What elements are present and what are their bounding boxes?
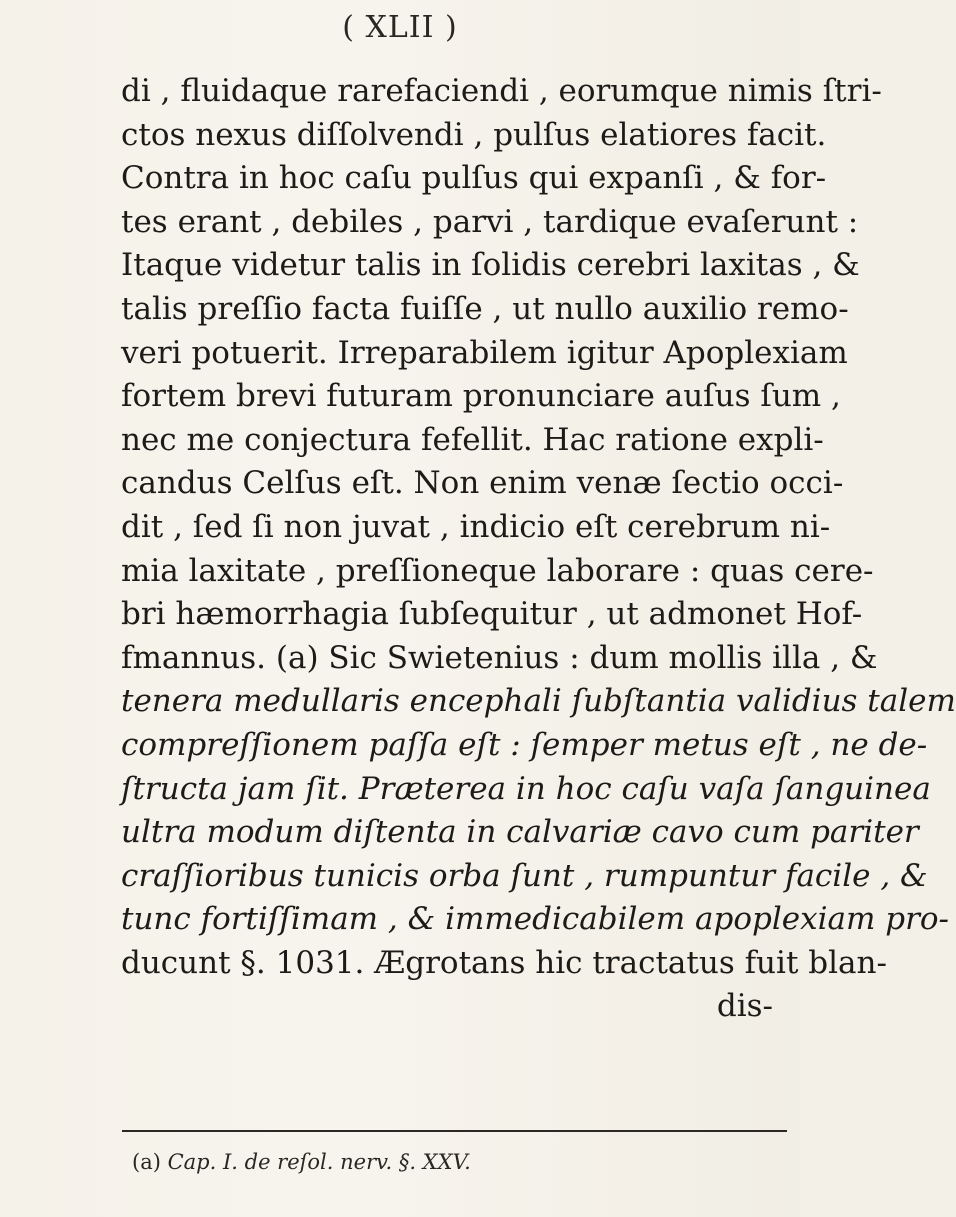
- text-line: Contra in hoc caſu pulſus qui expanſi , & for-: [121, 160, 827, 197]
- text-line: tes erant , debiles , parvi , tardique evaſerunt :: [121, 203, 859, 240]
- text-line: mia laxitate , preſſioneque laborare : quas cere-: [121, 552, 874, 589]
- quotation-line: ſtructa jam ſit. Præterea in hoc caſu vaſa ſanguinea: [121, 770, 931, 807]
- text-line: nec me conjectura fefellit. Hac ratione expli-: [121, 421, 824, 458]
- text-line: fmannus. (a) Sic Swietenius : dum mollis illa , &: [121, 639, 878, 676]
- text-line: dit , ſed ſi non juvat , indicio eſt cerebrum ni-: [121, 508, 831, 545]
- text-line: candus Celſus eſt. Non enim venæ ſectio occi-: [121, 465, 844, 502]
- footnote: [132, 1150, 471, 1174]
- footnote-marker: (a): [132, 1150, 161, 1174]
- text-line: di , fluidaque rarefaciendi , eorumque nimis ſtri-: [121, 73, 882, 109]
- quotation-line: ultra modum diſtenta in calvariæ cavo cum pariter: [121, 814, 919, 851]
- catchword: dis-: [716, 988, 773, 1025]
- footnote-text: Cap. I. de reſol. nerv. §. XXV.: [167, 1150, 471, 1174]
- text-line: fortem brevi futuram pronunciare auſus ſum ,: [121, 378, 841, 415]
- quotation-line: tunc fortiſſimam , & immedicabilem apoplexiam pro-: [121, 901, 950, 938]
- text-line: talis preſſio facta fuiſſe , ut nullo auxilio remo-: [121, 290, 849, 327]
- main-text-block: [121, 70, 956, 1029]
- text-line: Itaque videtur talis in ſolidis cerebri laxitas , &: [121, 247, 860, 284]
- text-line: ctos nexus diſſolvendi , pulſus elatiores facit.: [121, 116, 827, 153]
- quotation-line: craſſioribus tunicis orba ſunt , rumpuntur facile , &: [121, 857, 928, 894]
- text-line: veri potuerit. Irreparabilem igitur Apoplexiam: [121, 334, 848, 371]
- quotation-line: compreſſionem paſſa eſt : ſemper metus eſt , ne de-: [121, 726, 928, 763]
- page-number: ( XLII ): [342, 10, 458, 45]
- text-line: bri hæmorrhagia ſubſequitur , ut admonet Hof-: [121, 596, 863, 633]
- text-line: ducunt §. 1031. Ægrotans hic tractatus fuit blan-: [121, 944, 887, 981]
- footnote-rule: [122, 1130, 787, 1132]
- quotation-line: tenera medullaris encephali ſubſtantia validius talem: [121, 683, 956, 720]
